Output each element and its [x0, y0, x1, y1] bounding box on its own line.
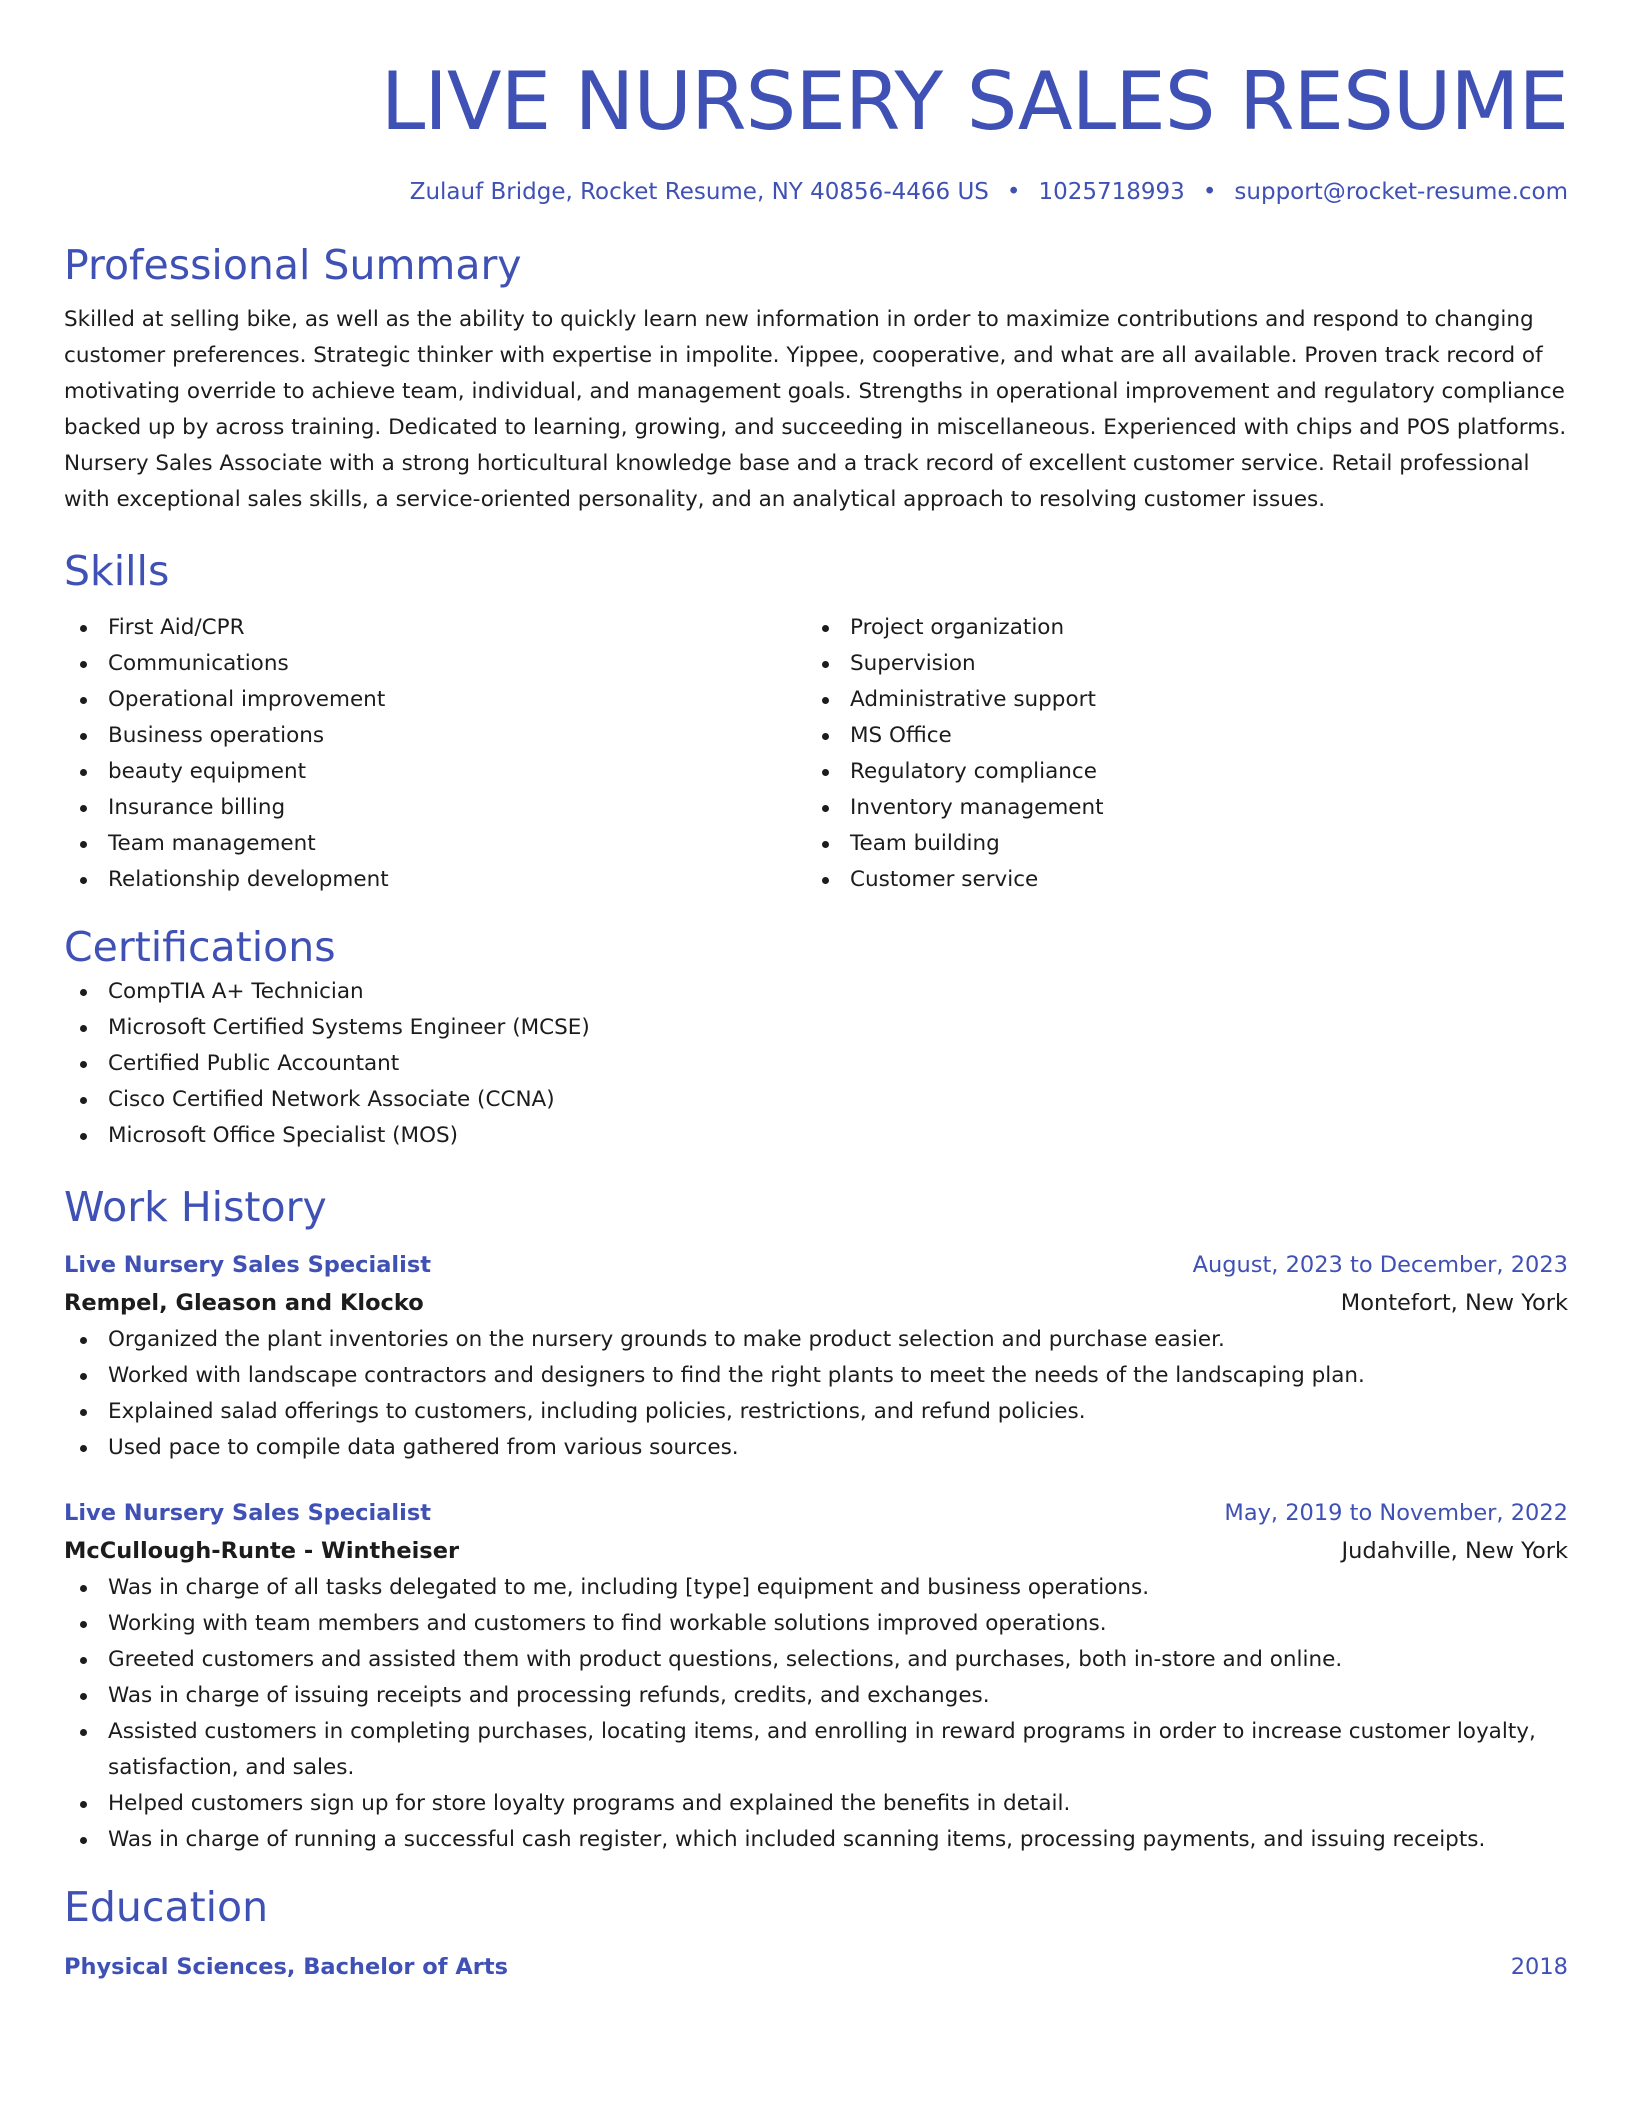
skill-item: Business operations	[64, 718, 806, 754]
summary-text: Skilled at selling bike, as well as the ability to quickly learn new information in order to maximize contributions and respond to changing customer preferences. Strategic thinker with expertise in impolite. Yippee, cooperative, and what are all available. Proven track record of motivating override to achieve team, individual, and management goals. Strengths in operational improvement and regulatory compliance backed up by across training. Dedicated to learning, growing, and succeeding in miscellaneous. Experienced with chips and POS platforms. Nursery Sales Associate with a strong horticultural knowledge base and a track record of excellent customer service. Retail professional with exceptional sales skills, a service-oriented personality, and an analytical approach to resolving customer issues.	[64, 307, 1567, 512]
education-year: 2018	[1510, 1954, 1568, 1980]
job-company: Rempel, Gleason and Klocko	[64, 1290, 424, 1316]
summary-heading: Professional Summary	[64, 241, 522, 289]
job-entry	[64, 1494, 1568, 1858]
resume-page	[64, 0, 1568, 1986]
skill-item: Inventory management	[806, 790, 1548, 826]
job-duty-item: Worked with landscape contractors and designers to find the right plants to meet the needs of the landscaping plan.	[64, 1358, 1568, 1394]
contact-email: support@rocket-resume.com	[1234, 179, 1568, 205]
skills-list-left	[64, 610, 806, 898]
job-duty-item: Organized the plant inventories on the nursery grounds to make product selection and purchase easier.	[64, 1322, 1568, 1358]
skill-item: Insurance billing	[64, 790, 806, 826]
certification-item: Microsoft Office Specialist (MOS)	[64, 1118, 1568, 1154]
contact-phone: 1025718993	[1038, 179, 1185, 205]
job-duty-item: Assisted customers in completing purchases, locating items, and enrolling in reward programs in order to increase customer loyalty, satisfaction, and sales.	[64, 1714, 1568, 1786]
skill-item: Relationship development	[64, 862, 806, 898]
job-dates: May, 2019 to November, 2022	[1224, 1500, 1568, 1526]
skill-item: Administrative support	[806, 682, 1548, 718]
certification-item: Cisco Certified Network Associate (CCNA)	[64, 1082, 1568, 1118]
skill-item: MS Office	[806, 718, 1548, 754]
job-duty-item: Was in charge of running a successful cash register, which included scanning items, processing payments, and issuing receipts.	[64, 1822, 1568, 1858]
job-duty-item: Used pace to compile data gathered from various sources.	[64, 1430, 1568, 1466]
certification-item: Certified Public Accountant	[64, 1046, 1568, 1082]
certification-item: Microsoft Certified Systems Engineer (MCSE)	[64, 1010, 1568, 1046]
skill-item: beauty equipment	[64, 754, 806, 790]
skill-item: Regulatory compliance	[806, 754, 1548, 790]
job-duty-item: Greeted customers and assisted them with product questions, selections, and purchases, both in-store and online.	[64, 1642, 1568, 1678]
job-title: Live Nursery Sales Specialist	[64, 1500, 431, 1526]
job-duty-item: Was in charge of all tasks delegated to me, including [type] equipment and business operations.	[64, 1570, 1568, 1606]
education-heading: Education	[64, 1883, 269, 1931]
education-degree: Physical Sciences, Bachelor of Arts	[64, 1954, 509, 1980]
skills-column-left	[64, 610, 806, 898]
job-entry	[64, 1246, 1568, 1466]
skill-item: Operational improvement	[64, 682, 806, 718]
job-duty-item: Helped customers sign up for store loyalty programs and explained the benefits in detail.	[64, 1786, 1568, 1822]
skill-item: Team building	[806, 826, 1548, 862]
job-duties-list	[64, 1322, 1568, 1466]
work-history-heading: Work History	[64, 1183, 327, 1231]
job-company-row	[64, 1284, 1568, 1322]
skills-heading: Skills	[64, 547, 170, 595]
job-location: Montefort, New York	[1340, 1290, 1568, 1316]
skills-list-right	[806, 610, 1548, 898]
job-company-row	[64, 1532, 1568, 1570]
skill-item: Project organization	[806, 610, 1548, 646]
job-header-row	[64, 1494, 1568, 1532]
job-duty-item: Was in charge of issuing receipts and processing refunds, credits, and exchanges.	[64, 1678, 1568, 1714]
resume-name: LIVE NURSERY SALES RESUME	[380, 55, 1568, 148]
job-company: McCullough-Runte - Wintheiser	[64, 1538, 460, 1564]
resume-header	[64, 0, 1568, 208]
skill-item: Customer service	[806, 862, 1548, 898]
job-duty-item: Explained salad offerings to customers, including policies, restrictions, and refund policies.	[64, 1394, 1568, 1430]
certification-item: CompTIA A+ Technician	[64, 974, 1568, 1010]
job-title: Live Nursery Sales Specialist	[64, 1252, 431, 1278]
skill-item: Team management	[64, 826, 806, 862]
job-header-row	[64, 1246, 1568, 1284]
skill-item: First Aid/CPR	[64, 610, 806, 646]
skills-column-right	[806, 610, 1548, 898]
job-duty-item: Working with team members and customers to find workable solutions improved operations.	[64, 1606, 1568, 1642]
certifications-list	[64, 974, 1568, 1154]
job-duties-list	[64, 1570, 1568, 1858]
education-entry	[64, 1948, 1568, 1986]
skill-item: Communications	[64, 646, 806, 682]
contact-line	[64, 176, 1568, 208]
skills-grid	[64, 610, 1568, 898]
contact-address: Zulauf Bridge, Rocket Resume, NY 40856-4466 US	[409, 179, 989, 205]
job-location: Judahville, New York	[1341, 1538, 1568, 1564]
certifications-heading: Certifications	[64, 923, 336, 971]
job-dates: August, 2023 to December, 2023	[1192, 1252, 1568, 1278]
skill-item: Supervision	[806, 646, 1548, 682]
contact-separator: •	[1202, 179, 1217, 205]
contact-separator: •	[1006, 179, 1021, 205]
